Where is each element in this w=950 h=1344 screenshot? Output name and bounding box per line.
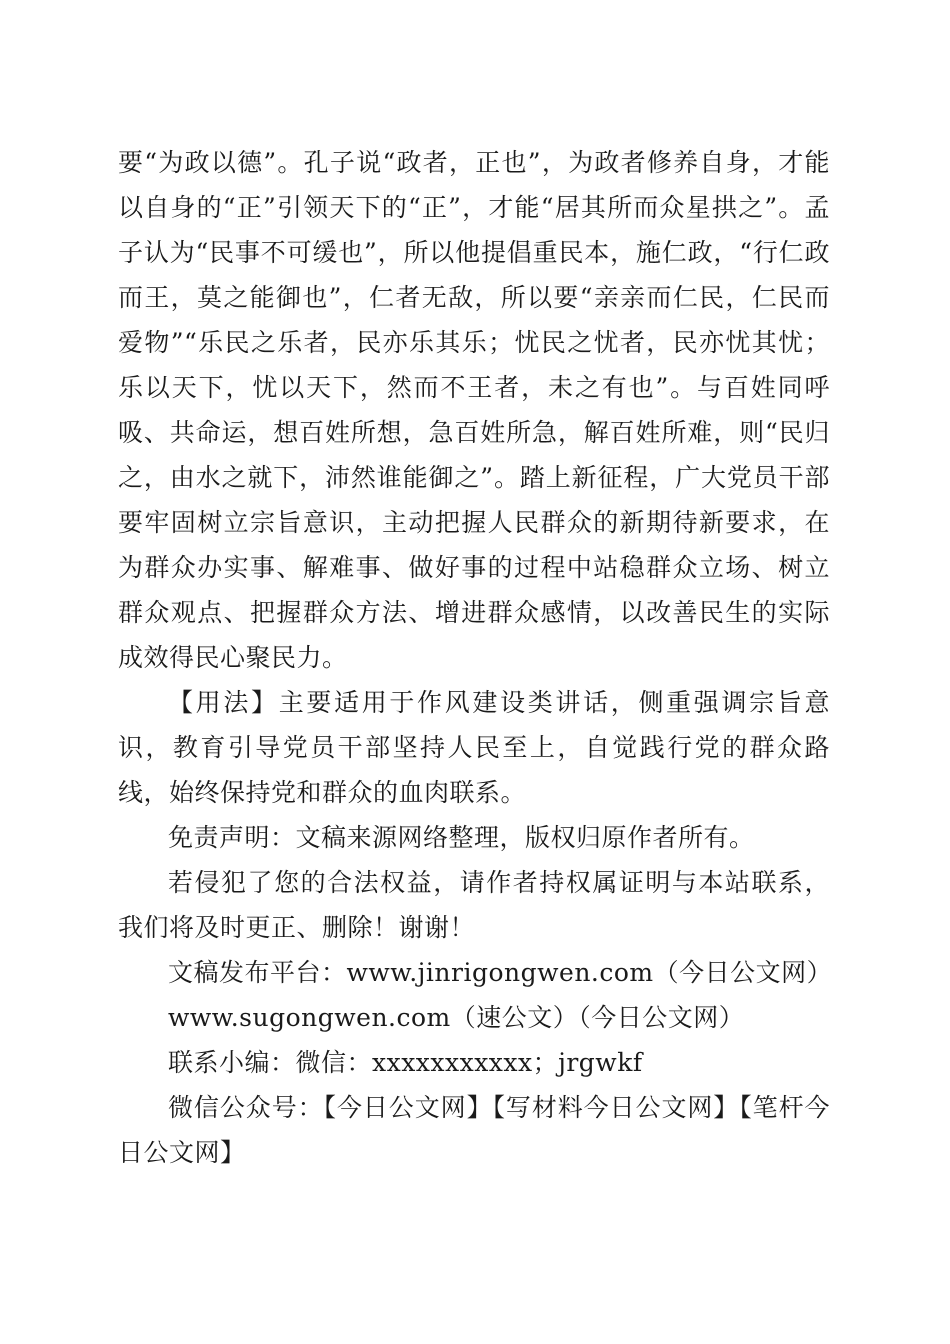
wechat-accounts-line: 微信公众号：【今日公文网】【写材料今日公文网】【笔杆今日公文网】 (118, 1093, 830, 1167)
body-paragraph: 要“为政以德”。孔子说“政者，正也”，为政者修养自身，才能以自身的“正”引领天下的“正”，才能“居其所而众星拱之”。孟子认为“民事不可缓也”，所以他提倡重民本，施仁政，“行仁政而王，莫之能御也”，仁者无敌，所以要“亲亲而仁民，仁民而爱物”“乐民之乐者，民亦乐其乐；忧民之忧者，民亦忧其忧；乐以天下，忧以天下，然而不王者，未之有也”。与百姓同呼吸、共命运，想百姓所想，急百姓所急，解百姓所难，则“民归之，由水之就下，沛然谁能御之”。踏上新征程，广大党员干部要牢固树立宗旨意识，主动把握人民群众的新期待新要求，在为群众办实事、解难事、做好事的过程中站稳群众立场、树立群众观点、把握群众方法、增进群众感情，以改善民生的实际成效得民心聚民力。 (118, 148, 830, 672)
platform-line: 文稿发布平台：www.jinrigongwen.com（今日公文网） (168, 958, 833, 987)
disclaimer-line: 免责声明：文稿来源网络整理，版权归原作者所有。 (168, 823, 755, 852)
document-page (118, 140, 833, 1175)
platform-alt-line: www.sugongwen.com（速公文）（今日公文网） (168, 1003, 745, 1032)
infringement-notice: 若侵犯了您的合法权益，请作者持权属证明与本站联系，我们将及时更正、删除！谢谢！ (118, 868, 830, 942)
contact-line: 联系小编：微信：xxxxxxxxxxx；jrgwkf (168, 1048, 643, 1077)
usage-paragraph: 【用法】主要适用于作风建设类讲话，侧重强调宗旨意识，教育引导党员干部坚持人民至上，自觉践行党的群众路线，始终保持党和群众的血肉联系。 (118, 688, 830, 807)
